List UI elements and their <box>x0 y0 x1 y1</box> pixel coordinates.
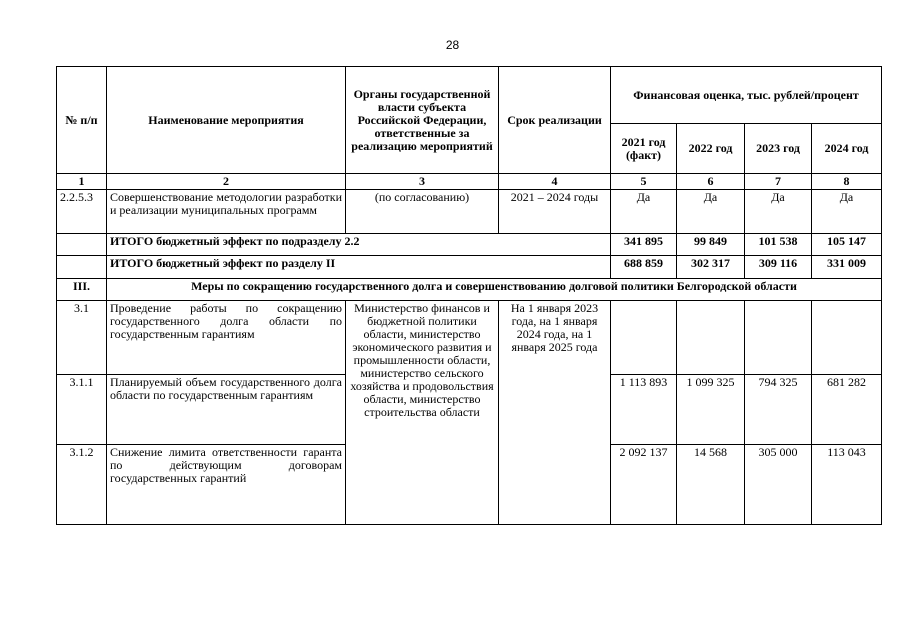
table-row <box>57 190 882 234</box>
total-2021: 688 859 <box>611 256 677 279</box>
header-org: Органы государственной власти субъекта Российской Федерации, ответственные за реализацию мероприятий <box>346 67 499 174</box>
header-year-2024: 2024 год <box>812 124 882 174</box>
header-num: № п/п <box>57 67 107 174</box>
value-2023: Да <box>745 190 812 234</box>
column-number: 6 <box>677 174 745 190</box>
row-name: Совершенствование методологии разработки и реализации муниципальных программ <box>107 190 346 234</box>
total-label: ИТОГО бюджетный эффект по разделу II <box>107 256 611 279</box>
total-2021: 341 895 <box>611 234 677 256</box>
total-2024: 331 009 <box>812 256 882 279</box>
row-org: (по согласованию) <box>346 190 499 234</box>
header-row <box>57 67 882 124</box>
column-number: 2 <box>107 174 346 190</box>
column-number: 5 <box>611 174 677 190</box>
total-row-subsection <box>57 234 882 256</box>
empty-cell <box>57 256 107 279</box>
row-num: 3.1 <box>57 301 107 375</box>
value-2022: 14 568 <box>677 445 745 525</box>
row-name: Проведение работы по сокращению государственного долга области по государственным гарантиям <box>107 301 346 375</box>
row-name: Снижение лимита ответственности гаранта по действующим договорам государственных гарантий <box>107 445 346 525</box>
value-2024: 113 043 <box>812 445 882 525</box>
column-number: 3 <box>346 174 499 190</box>
total-row-section <box>57 256 882 279</box>
row-num: 2.2.5.3 <box>57 190 107 234</box>
section-num: III. <box>57 279 107 301</box>
budget-measures-table <box>56 66 882 525</box>
total-2024: 105 147 <box>812 234 882 256</box>
empty-cell <box>745 301 812 375</box>
header-name: Наименование мероприятия <box>107 67 346 174</box>
row-term: 2021 – 2024 годы <box>499 190 611 234</box>
total-2022: 302 317 <box>677 256 745 279</box>
total-label: ИТОГО бюджетный эффект по подразделу 2.2 <box>107 234 611 256</box>
value-2023: 794 325 <box>745 375 812 445</box>
column-number: 1 <box>57 174 107 190</box>
column-numbers-row <box>57 174 882 190</box>
header-year-2023: 2023 год <box>745 124 812 174</box>
value-2021: 2 092 137 <box>611 445 677 525</box>
empty-cell <box>611 301 677 375</box>
value-2024: Да <box>812 190 882 234</box>
total-2022: 99 849 <box>677 234 745 256</box>
value-2023: 305 000 <box>745 445 812 525</box>
value-2022: Да <box>677 190 745 234</box>
column-number: 8 <box>812 174 882 190</box>
value-2022: 1 099 325 <box>677 375 745 445</box>
header-year-2022: 2022 год <box>677 124 745 174</box>
header-year-2021: 2021 год (факт) <box>611 124 677 174</box>
row-org: Министерство финансов и бюджетной политики области, министерство экономического развития и промышленности области, министерство сельского хозяйства и продовольствия области, министерство строительства области <box>346 301 499 525</box>
value-2021: 1 113 893 <box>611 375 677 445</box>
column-number: 4 <box>499 174 611 190</box>
page-number: 28 <box>445 38 460 52</box>
total-2023: 101 538 <box>745 234 812 256</box>
row-num: 3.1.1 <box>57 375 107 445</box>
empty-cell <box>677 301 745 375</box>
header-term: Срок реализации <box>499 67 611 174</box>
value-2021: Да <box>611 190 677 234</box>
section-header-row <box>57 279 882 301</box>
value-2024: 681 282 <box>812 375 882 445</box>
row-num: 3.1.2 <box>57 445 107 525</box>
header-finance: Финансовая оценка, тыс. рублей/процент <box>611 67 882 124</box>
section-title: Меры по сокращению государственного долга и совершенствованию долговой политики Белгородской области <box>107 279 882 301</box>
row-name: Планируемый объем государственного долга области по государственным гарантиям <box>107 375 346 445</box>
empty-cell <box>57 234 107 256</box>
column-number: 7 <box>745 174 812 190</box>
total-2023: 309 116 <box>745 256 812 279</box>
row-term: На 1 января 2023 года, на 1 января 2024 года, на 1 января 2025 года <box>499 301 611 525</box>
empty-cell <box>812 301 882 375</box>
table-row <box>57 301 882 375</box>
